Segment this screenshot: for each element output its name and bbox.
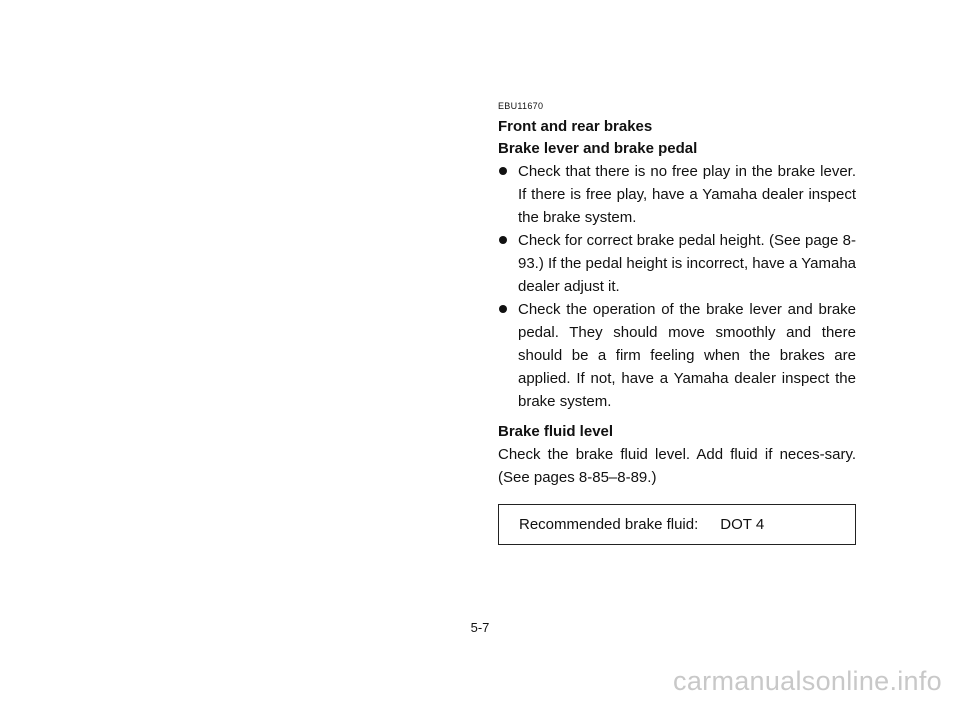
section-code: EBU11670 [498,101,544,111]
content-column [498,100,856,545]
bullet-dot-icon [498,160,518,229]
list-item-text: Check that there is no free play in the brake lever. If there is free play, have a Yamaha dealer inspect the brake system. [518,163,856,226]
section-heading: Front and rear brakes [498,118,653,135]
fluid-paragraph: Check the brake fluid level. Add fluid if neces-sary. (See pages 8-85–8-89.) [498,446,856,486]
list-item [498,160,856,229]
list-item-text: Check the operation of the brake lever and brake pedal. They should move smoothly and there should be a firm feeling when the brakes are applied. If not, have a Yamaha dealer inspect the brake system. [518,301,856,410]
page-number: 5-7 [470,620,490,635]
list-item-text: Check for correct brake pedal height. (See page 8-93.) If the pedal height is incorrect, have a Yamaha dealer adjust it. [518,232,856,295]
list-item [498,298,856,413]
list-item [498,229,856,298]
subheading-fluid-level: Brake fluid level [498,423,614,440]
spec-value: DOT 4 [720,516,765,533]
check-list [498,160,856,413]
spec-box [498,504,856,545]
watermark: carmanualsonline.info [673,666,942,696]
bullet-dot-icon [498,298,518,413]
spec-label: Recommended brake fluid: [519,516,699,533]
bullet-dot-icon [498,229,518,298]
subheading-lever-pedal: Brake lever and brake pedal [498,140,698,157]
